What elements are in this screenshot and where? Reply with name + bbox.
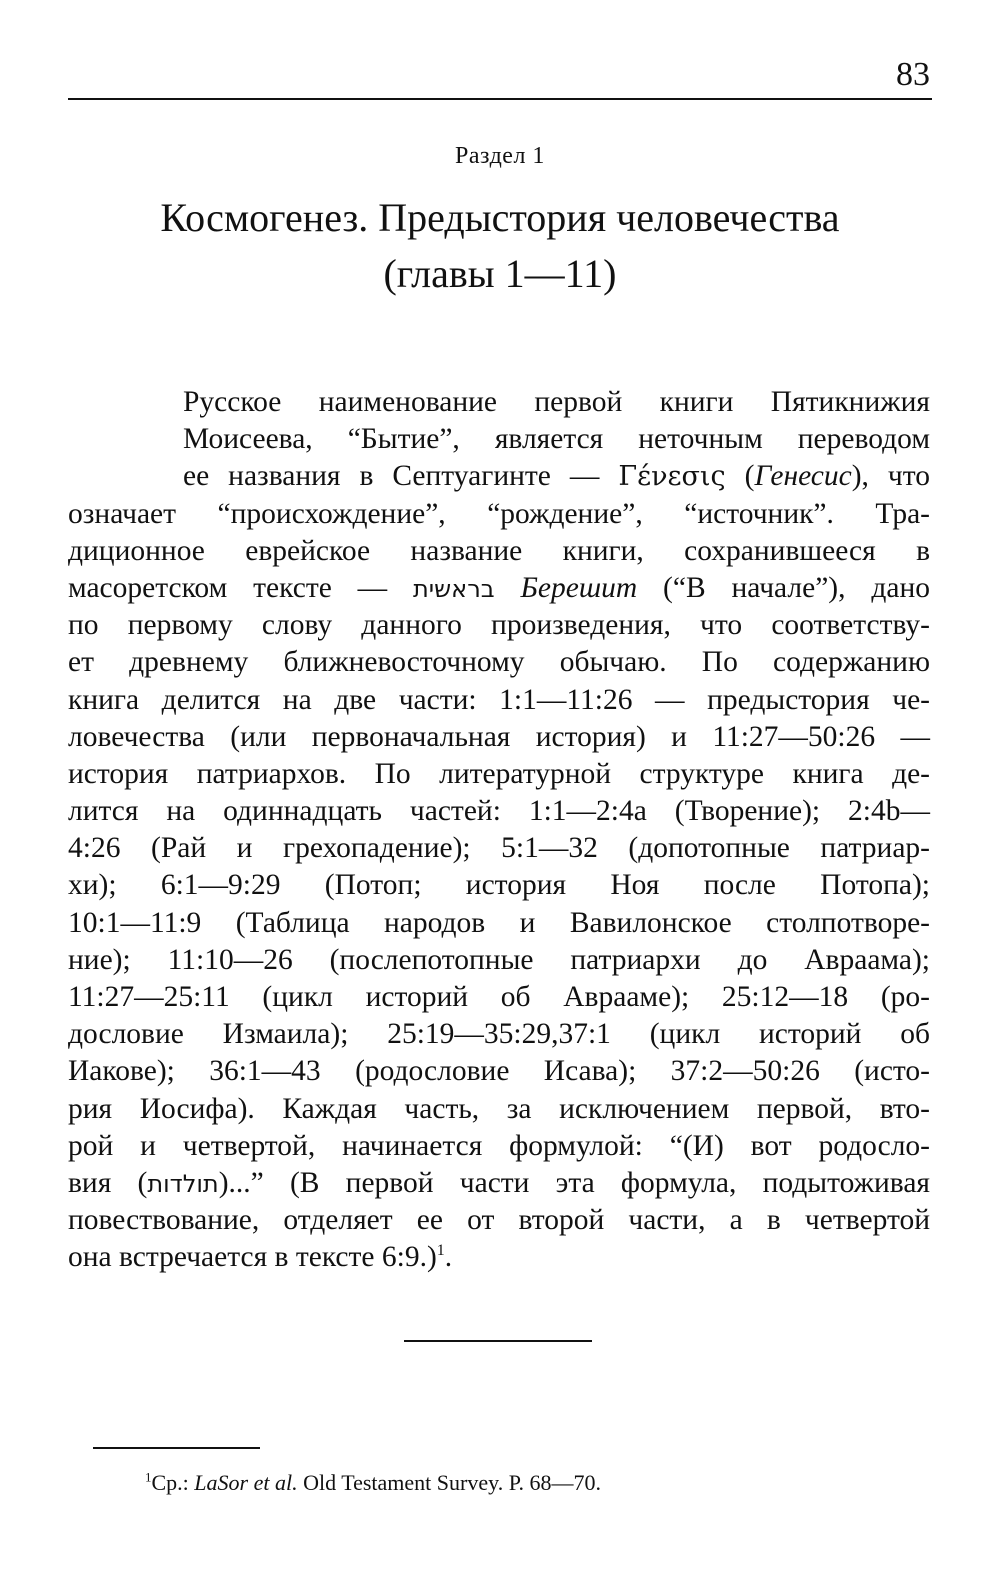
section-end-rule	[404, 1340, 592, 1342]
body-line: история патриархов. По литературной структуре книга де-	[68, 757, 930, 790]
footnote-reference: 1	[436, 1242, 445, 1260]
footnote-marker: 1	[145, 1469, 152, 1485]
footnote-rule	[93, 1447, 260, 1449]
body-line: книга делится на две части: 1:1—11:26 — предыстория че-	[68, 683, 930, 716]
greek-word: Γένεσις	[618, 461, 726, 493]
body-paragraph	[68, 384, 930, 1277]
body-line: ет древнему ближневосточному обычаю. По содержанию	[68, 646, 930, 679]
body-text-run: (“В начале”), дано	[637, 571, 931, 604]
chapter-title-line-1: Космогенез. Предыстория человечества	[160, 195, 840, 240]
body-line: рой и четвертой, начинается формулой: “(И) вот родосло-	[68, 1129, 930, 1162]
body-line	[68, 1239, 930, 1276]
body-text-run: )...” (В первой части эта формула, подытоживая	[218, 1166, 930, 1199]
body-line: диционное еврейское название книги, сохранившееся в	[68, 534, 930, 567]
body-line: дословие Измаила); 25:19—35:29,37:1 (цикл историй об	[68, 1018, 930, 1051]
footnote-authors: LaSor et al.	[194, 1470, 298, 1495]
body-line: рия Иосифа). Каждая часть, за исключением первой, вто-	[68, 1092, 930, 1125]
footnote	[145, 1470, 601, 1496]
section-label: Раздел 1	[455, 143, 545, 169]
body-line: 10:1—11:9 (Таблица народов и Вавилонское столпотворе-	[68, 906, 930, 939]
body-line: ние); 11:10—26 (послепотопные патриархи до Авраама);	[68, 943, 930, 976]
body-line: повествование, отделяет ее от второй части, а в четвертой	[68, 1204, 930, 1237]
body-line: по первому слову данного произведения, что соответству-	[68, 609, 930, 642]
body-text-run: масоретском тексте —	[68, 571, 414, 604]
italic-word: Берешит	[520, 571, 638, 604]
page-number: 83	[896, 56, 930, 93]
footnote-prefix: Ср.:	[151, 1470, 195, 1495]
body-line	[68, 570, 930, 607]
hebrew-word: בראשית	[413, 574, 495, 603]
body-line	[68, 458, 930, 495]
body-line: означает “происхождение”, “рождение”, “источник”. Тра-	[68, 497, 930, 530]
body-line	[68, 1165, 930, 1202]
body-line: 11:27—25:11 (цикл историй об Аврааме); 25:12—18 (ро-	[68, 981, 930, 1013]
header-rule	[68, 98, 932, 100]
body-text-run: (	[725, 460, 755, 493]
chapter-title-line-2: (главы 1—11)	[383, 251, 617, 296]
body-text-run: ее названия в Септуагинте —	[183, 460, 619, 493]
chapter-title	[0, 190, 1000, 302]
body-text-run: вия (	[68, 1166, 148, 1199]
body-text-run	[495, 572, 521, 604]
body-line: Иакове); 36:1—43 (родословие Исава); 37:2—50:26 (исто-	[68, 1055, 930, 1088]
body-line: ловечества (или первоначальная история) и 11:27—50:26 —	[68, 720, 930, 753]
body-text-run: ), что	[851, 460, 931, 493]
italic-word: Генесис	[754, 460, 852, 493]
hebrew-word: תולדות	[147, 1169, 219, 1198]
body-line: Моисеева, “Бытие”, является неточным переводом	[183, 423, 930, 456]
body-text-run: .	[444, 1241, 453, 1274]
body-text-run: она встречается в тексте 6:9.)	[68, 1241, 437, 1274]
body-line: лится на одиннадцать частей: 1:1—2:4a (Творение); 2:4b—	[68, 795, 930, 828]
body-line: хи); 6:1—9:29 (Потоп; история Ноя после Потопа);	[68, 869, 930, 902]
body-line: Русское наименование первой книги Пятикнижия	[183, 386, 930, 418]
body-line: 4:26 (Рай и грехопадение); 5:1—32 (допотопные патриар-	[68, 832, 930, 865]
footnote-citation: Old Testament Survey. P. 68—70.	[297, 1470, 601, 1495]
